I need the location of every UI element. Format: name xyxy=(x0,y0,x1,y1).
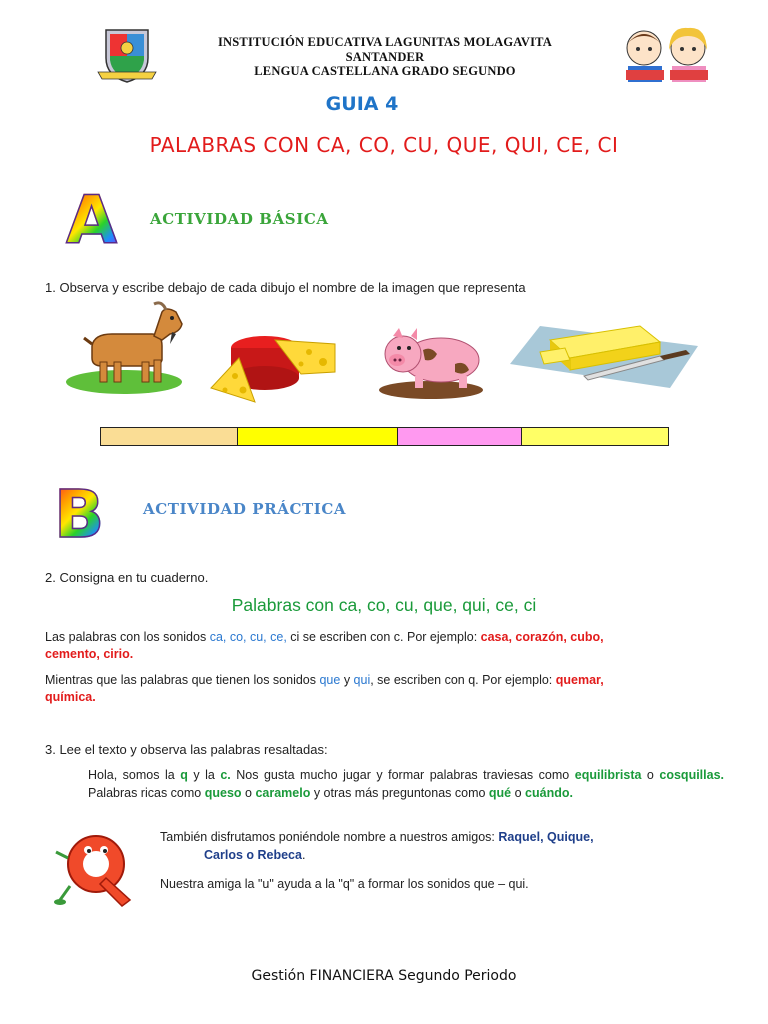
story-text: o xyxy=(511,785,526,800)
goat-picture xyxy=(62,300,192,400)
reading-kids-icon xyxy=(606,22,726,86)
story-text: o xyxy=(241,785,256,800)
answer-cell[interactable] xyxy=(101,428,238,445)
header-department: SANTANDER xyxy=(345,50,425,64)
story-text: o xyxy=(641,768,660,782)
rule-examples: quemar, xyxy=(555,673,604,687)
rule-examples: casa, corazón, cubo, xyxy=(480,630,604,644)
header-subject: LENGUA CASTELLANA GRADO SEGUNDO xyxy=(254,64,516,78)
page-title: PALABRAS CON CA, CO, CU, QUE, QUI, CE, CI xyxy=(149,133,619,157)
highlight-word: queso xyxy=(204,785,242,800)
highlight-names: Raquel, Quique, xyxy=(498,830,594,844)
school-crest-icon xyxy=(96,24,158,86)
section-title-practice: ACTIVIDAD PRÁCTICA xyxy=(143,500,347,518)
rule-c-paragraph xyxy=(45,629,725,663)
story-text: . xyxy=(301,847,306,862)
section-title-basic: ACTIVIDAD BÁSICA xyxy=(150,210,329,228)
rule-text: y xyxy=(340,673,354,687)
rule-text: Las palabras con los sonidos xyxy=(45,630,210,644)
answer-cell[interactable] xyxy=(522,428,668,445)
answer-cell[interactable] xyxy=(238,428,398,445)
rule-text: Mientras que las palabras que tienen los sonidos xyxy=(45,673,320,687)
rule-examples: química. xyxy=(45,690,96,704)
highlight-word: q xyxy=(180,768,188,782)
story-text: También disfrutamos poniéndole nombre a nuestros amigos: xyxy=(160,830,499,844)
rule-sound-qui: qui xyxy=(353,673,371,687)
letter-a-icon: A xyxy=(66,182,118,259)
guide-number: GUIA 4 xyxy=(325,93,399,115)
highlight-word: equilibrista xyxy=(574,768,642,782)
highlight-word: cosquillas. xyxy=(659,768,724,782)
highlight-word: qué xyxy=(488,785,512,800)
story-paragraph-3: Nuestra amiga la "u" ayuda a la "q" a formar los sonidos que – qui. xyxy=(160,877,529,891)
highlight-word: caramelo xyxy=(255,785,311,800)
story-text: y la xyxy=(187,768,221,782)
header-institution: INSTITUCIÓN EDUCATIVA LAGUNITAS MOLAGAVITA xyxy=(217,35,553,49)
butter-picture xyxy=(510,312,700,388)
story-text: Nos gusta mucho jugar y formar palabras traviesas como xyxy=(230,768,575,782)
answer-cell[interactable] xyxy=(398,428,522,445)
instruction-2: 2. Consigna en tu cuaderno. xyxy=(45,570,209,585)
cheese-picture xyxy=(205,318,340,408)
pig-picture xyxy=(375,320,490,400)
rule-text: ci se escriben con c. Por ejemplo: xyxy=(286,630,481,644)
rule-sound-que: que xyxy=(319,673,341,687)
story-text: Hola, somos la xyxy=(88,768,181,782)
rule-sounds: ca, co, cu, ce, xyxy=(209,630,287,644)
story-paragraph-2 xyxy=(160,829,724,864)
story-text: y otras más preguntonas como xyxy=(310,785,489,800)
instruction-1: 1. Observa y escribe debajo de cada dibujo el nombre de la imagen que representa xyxy=(45,280,526,295)
letter-q-character-icon xyxy=(52,828,140,908)
highlight-word: c. xyxy=(220,768,231,782)
rule-q-paragraph xyxy=(45,672,725,706)
page-footer: Gestión FINANCIERA Segundo Periodo xyxy=(251,968,517,984)
story-paragraph-1 xyxy=(88,767,724,802)
letter-b-icon: B xyxy=(54,476,105,553)
rule-text: , se escriben con q. Por ejemplo: xyxy=(370,673,556,687)
rule-title: Palabras con ca, co, cu, que, qui, ce, ci xyxy=(231,595,537,615)
instruction-3: 3. Lee el texto y observa las palabras resaltadas: xyxy=(45,742,328,757)
rule-examples: cemento, cirio. xyxy=(45,647,134,661)
highlight-word: cuándo. xyxy=(525,785,573,800)
story-text: Palabras ricas como xyxy=(88,785,205,800)
answer-bar xyxy=(100,427,669,446)
highlight-names: Carlos o Rebeca xyxy=(204,847,302,862)
